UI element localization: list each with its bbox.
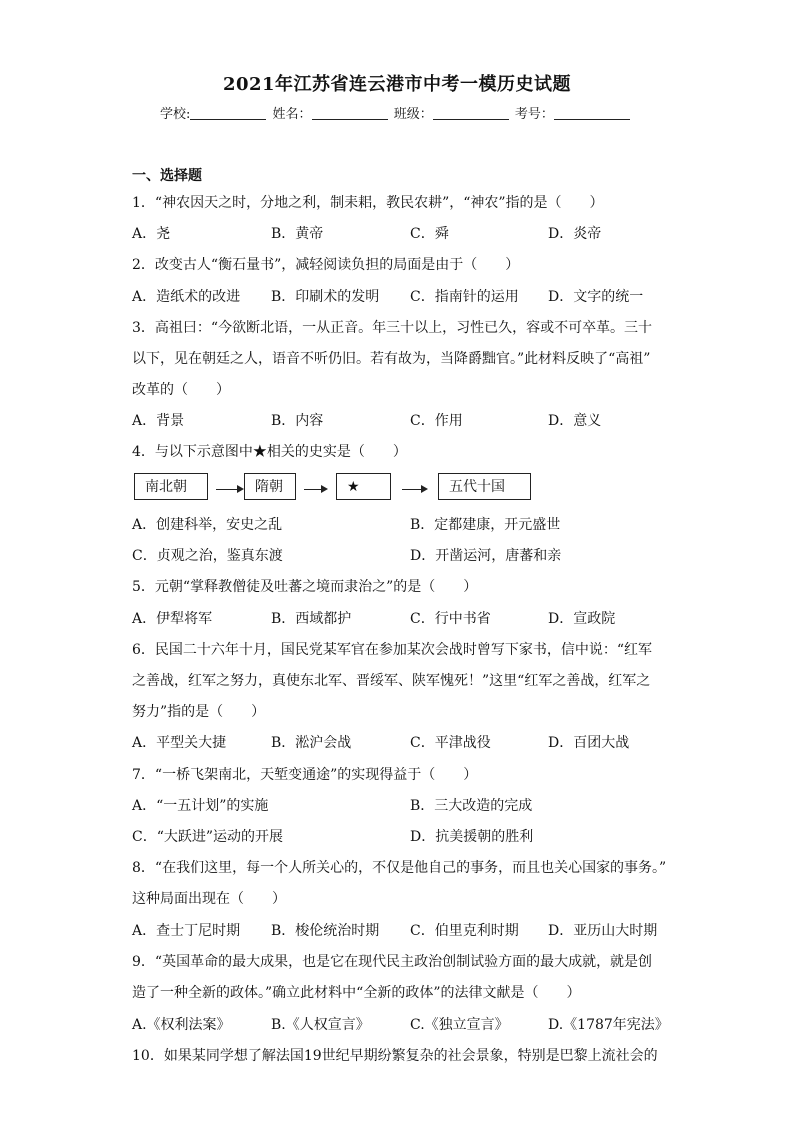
flow-arrow-icon — [216, 489, 242, 490]
q8-stem-line-2: 这种局面出现在（ ） — [132, 891, 286, 907]
q8-option-d: D．亚历山大时期 — [548, 923, 658, 939]
q1-option-b: B．黄帝 — [271, 226, 324, 242]
q6-stem-line-1: 6．民国二十六年十月，国民党某军官在参加某次会战时曾写下家书，信中说：“红军 — [132, 642, 653, 658]
page-title: 2021年江苏省连云港市中考一模历史试题 — [222, 74, 572, 95]
q4-stem: 4．与以下示意图中★相关的史实是（ ） — [132, 444, 407, 460]
class-label: 班级： — [393, 107, 433, 122]
q2-option-a: A．造纸术的改进 — [132, 289, 241, 305]
student-info-line — [160, 103, 632, 122]
q1-option-a: A．尧 — [132, 226, 171, 242]
q5-option-d: D．宣政院 — [548, 611, 616, 627]
q6-option-b: B．淞沪会战 — [271, 735, 352, 751]
exam-number-label: 考号： — [514, 107, 554, 122]
q6-option-c: C．平津战役 — [410, 735, 491, 751]
q8-stem-line-1: 8．“在我们这里，每一个人所关心的，不仅是他自己的事务，而且也关心国家的事务。” — [132, 860, 667, 876]
q9-stem-line-1: 9．“英国革命的最大成果，也是它在现代民主政治创制试验方面的最大成就，就是创 — [132, 954, 653, 970]
q7-option-a: A．“一五计划”的实施 — [132, 798, 269, 814]
q5-stem: 5．元朝“掌释教僧徒及吐蕃之境而隶治之”的是（ ） — [132, 579, 478, 595]
q4-option-d: D．开凿运河，唐蕃和亲 — [410, 548, 562, 564]
q4-option-b: B．定都建康，开元盛世 — [410, 517, 561, 533]
q9-option-a: A.《权利法案》 — [132, 1017, 231, 1033]
q3-option-a: A．背景 — [132, 413, 185, 429]
q9-option-c: C.《独立宣言》 — [410, 1017, 509, 1033]
q6-stem-line-3: 努力”指的是（ ） — [132, 704, 266, 720]
q1-option-c: C．舜 — [410, 226, 449, 242]
q6-stem-line-2: 之善战，红军之努力，真使东北军、晋绥军、陕军愧死！”这里“红军之善战，红军之 — [132, 673, 651, 689]
class-blank — [433, 107, 509, 120]
q9-option-b: B.《人权宣言》 — [271, 1017, 370, 1033]
q2-option-c: C．指南针的运用 — [410, 289, 519, 305]
q7-option-c: C．“大跃进”运动的开展 — [132, 829, 284, 845]
q3-stem-line-1: 3．高祖曰：“今欲断北语，一从正音。年三十以上，习性已久，容或不可卒革。三十 — [132, 320, 653, 336]
q1-stem: 1．“神农因天之时，分地之利，制耒耜，教民农耕”，“神农”指的是（ ） — [132, 195, 604, 211]
q9-option-d: D.《1787年宪法》 — [548, 1017, 669, 1033]
flow-box-wudai-shiguo: 五代十国 — [438, 473, 531, 500]
q1-option-d: D．炎帝 — [548, 226, 602, 242]
exam-number-blank — [554, 107, 630, 120]
dynasty-flow-diagram — [134, 473, 554, 503]
q9-stem-line-2: 造了一种全新的政体。”确立此材料中“全新的政体”的法律文献是（ ） — [132, 985, 581, 1001]
q3-option-c: C．作用 — [410, 413, 463, 429]
school-blank — [190, 107, 266, 120]
q6-option-d: D．百团大战 — [548, 735, 630, 751]
flow-arrow-icon — [304, 489, 326, 490]
q4-option-c: C．贞观之治，鉴真东渡 — [132, 548, 283, 564]
q4-option-a: A．创建科举，安史之乱 — [132, 517, 283, 533]
q3-option-d: D．意义 — [548, 413, 602, 429]
q3-stem-line-2: 以下，见在朝廷之人，语音不听仍旧。若有故为，当降爵黜官。”此材料反映了“高祖” — [132, 351, 651, 367]
section-heading: 一、选择题 — [132, 168, 202, 184]
q7-stem: 7．“一桥飞架南北，天堑变通途”的实现得益于（ ） — [132, 767, 478, 783]
q8-option-c: C．伯里克利时期 — [410, 923, 519, 939]
q2-stem: 2．改变古人“衡石量书”，减轻阅读负担的局面是由于（ ） — [132, 257, 520, 273]
q7-option-d: D．抗美援朝的胜利 — [410, 829, 534, 845]
q2-option-d: D．文字的统一 — [548, 289, 644, 305]
flow-box-nanbeichao: 南北朝 — [134, 473, 208, 500]
school-label: 学校: — [160, 107, 191, 122]
q8-option-b: B．梭伦统治时期 — [271, 923, 380, 939]
q3-option-b: B．内容 — [271, 413, 324, 429]
q10-stem: 10．如果某同学想了解法国19世纪早期纷繁复杂的社会景象，特别是巴黎上流社会的 — [132, 1048, 658, 1064]
name-blank — [312, 107, 388, 120]
q6-option-a: A．平型关大捷 — [132, 735, 227, 751]
flow-arrow-icon — [402, 489, 426, 490]
q5-option-b: B．西域都护 — [271, 611, 352, 627]
q7-option-b: B．三大改造的完成 — [410, 798, 533, 814]
q2-option-b: B．印刷术的发明 — [271, 289, 380, 305]
flow-box-sui: 隋朝 — [244, 473, 296, 500]
q5-option-a: A．伊犁将军 — [132, 611, 213, 627]
q3-stem-line-3: 改革的（ ） — [132, 382, 230, 398]
q5-option-c: C．行中书省 — [410, 611, 491, 627]
q8-option-a: A．查士丁尼时期 — [132, 923, 241, 939]
flow-box-star: ★ — [336, 473, 391, 500]
name-label: 姓名： — [272, 107, 312, 122]
